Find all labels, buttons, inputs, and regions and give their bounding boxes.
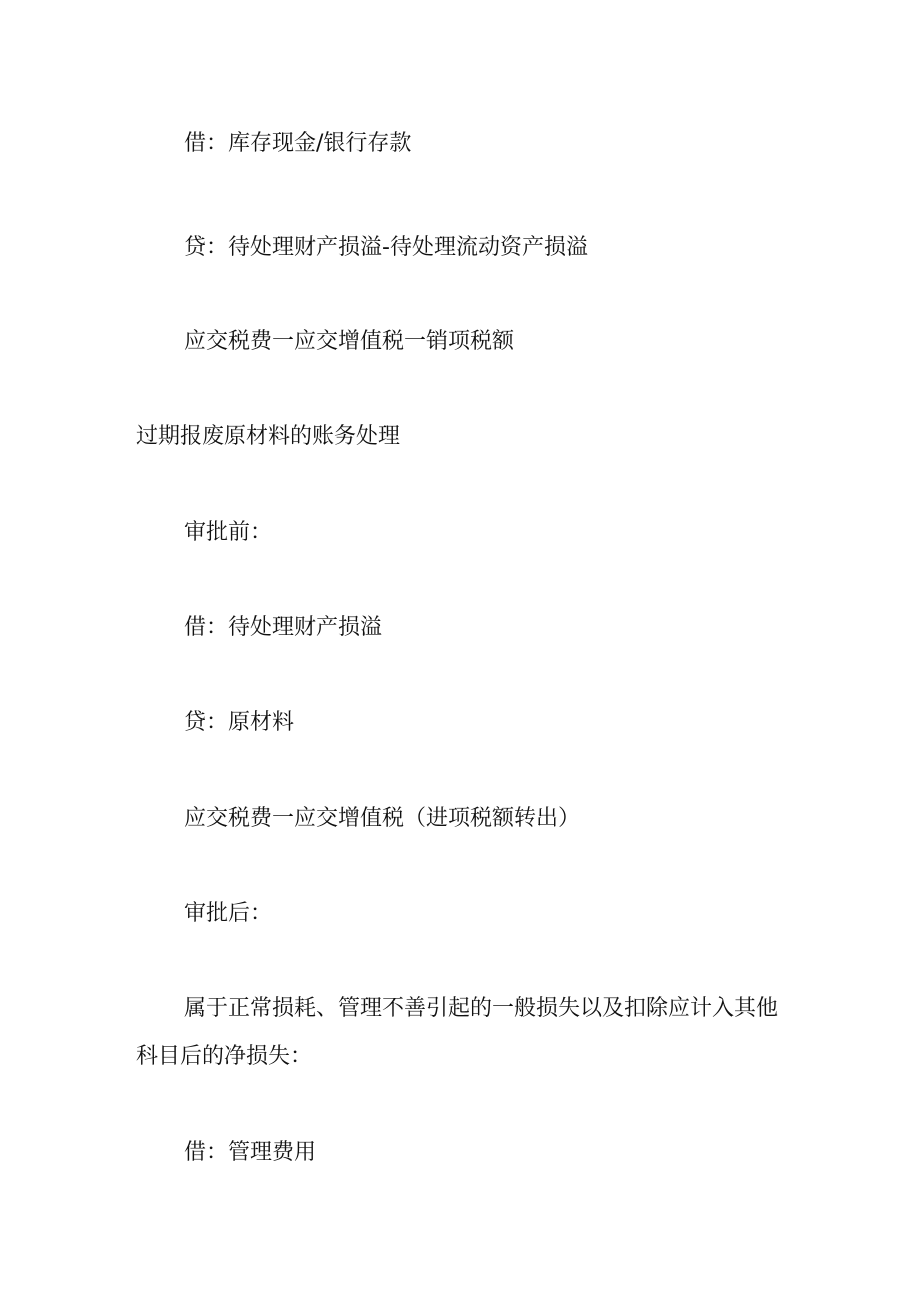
text-line-normal-loss-part1: 属于正常损耗、管理不善引起的一般损失以及扣除应计入其他 (184, 996, 779, 1021)
text-line-after-approval: 审批后： (184, 901, 273, 926)
text-line-input-vat-transfer: 应交税费一应交增值税（进项税额转出） (184, 806, 581, 831)
text-line-credit-raw-materials: 贷：原材料 (184, 710, 295, 735)
section-heading-expired-materials: 过期报废原材料的账务处理 (136, 424, 401, 449)
text-line-normal-loss-part2: 科目后的净损失： (136, 1044, 313, 1069)
text-line-output-vat: 应交税费一应交增值税一销项税额 (184, 329, 515, 354)
text-line-debit-pending-loss: 借：待处理财产损溢 (184, 615, 383, 640)
text-line-credit-pending-loss: 贷：待处理财产损溢-待处理流动资产损溢 (184, 235, 588, 260)
text-line-before-approval: 审批前： (184, 520, 273, 545)
text-line-debit-cash: 借：库存现金/银行存款 (184, 131, 412, 156)
text-line-debit-admin-expense: 借：管理费用 (184, 1140, 317, 1165)
